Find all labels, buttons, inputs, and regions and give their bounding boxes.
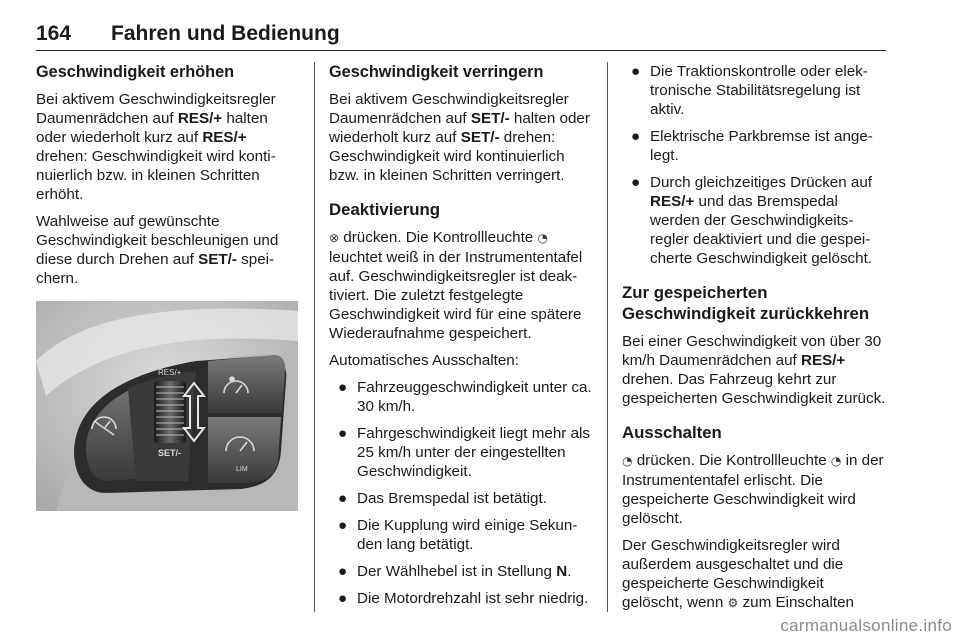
lim-label: LIM bbox=[236, 466, 248, 473]
column-divider bbox=[607, 62, 608, 612]
list-item: ● Der Wählhebel ist in Stellung N. bbox=[338, 563, 572, 580]
paragraph: Bei einer Geschwindigkeit von über 30 km/h Daumenrädchen auf RES/+ drehen. Das Fahrzeug kehrt zur gespeicherten Geschwindigkeit zurück. bbox=[622, 333, 886, 407]
paragraph: ⊗ drücken. Die Kontrollleuchte ◔ leuchtet weiß in der Instrumententafel auf. Geschwindigkeitsregler ist deaktiviert. Die zuletzt festgelegte Geschwindigkeit wird für eine spätere Wiederaufnahme gespeichert. bbox=[329, 229, 583, 342]
section-heading: Geschwindigkeit erhöhen bbox=[36, 63, 235, 81]
column-2 bbox=[329, 62, 594, 616]
bullet-list bbox=[329, 378, 594, 608]
chapter-title: Fahren und Bedienung bbox=[111, 22, 340, 45]
paragraph: Der Geschwindigkeitsregler wird außerdem ausgeschaltet und die gespeicherte Geschwindigkeit gelöscht, wenn ⚙ zum Einschalten bbox=[622, 537, 854, 611]
cancel-cruise-icon: ⊗ bbox=[329, 231, 340, 245]
paragraph: Automatisches Ausschalten: bbox=[329, 352, 519, 369]
list-item: ● Fahrgeschwindigkeit liegt mehr als 25 km/h unter der eingestellten Geschwindigkeit. bbox=[338, 425, 590, 480]
cruise-indicator-icon: ◔ bbox=[830, 454, 842, 468]
cruise-indicator-icon: ◔ bbox=[622, 454, 633, 468]
page-header bbox=[36, 22, 886, 50]
section-heading: Zur gespeicherten Geschwindigkeit zurückkehren bbox=[622, 283, 870, 323]
column-divider bbox=[314, 62, 315, 612]
list-item: ● Fahrzeuggeschwindigkeit unter ca. 30 km/h. bbox=[338, 379, 592, 415]
section-heading: Geschwindigkeit verringern bbox=[329, 63, 544, 81]
column-3 bbox=[622, 62, 887, 621]
column-1 bbox=[36, 62, 301, 511]
list-item: ● Elektrische Parkbremse ist angelegt. bbox=[631, 128, 873, 164]
section-heading: Ausschalten bbox=[622, 423, 722, 442]
list-item: ● Durch gleichzeitiges Drücken auf RES/+ und das Bremspedal werden der Geschwindigkeitsregler deaktiviert und die gespeicherte Geschwindigkeit gelöscht. bbox=[631, 174, 873, 267]
paragraph: Wahlweise auf gewünschte Geschwindigkeit beschleunigen und diese durch Drehen auf SET/- speichern. bbox=[36, 213, 279, 287]
bullet-list bbox=[622, 62, 887, 268]
paragraph: Bei aktivem Geschwindigkeitsregler Daumenrädchen auf RES/+ halten oder wiederholt kurz auf RES/+ drehen: Geschwindigkeit wird kontinuierlich bzw. in kleinen Schritten erhöht. bbox=[36, 91, 276, 203]
list-item: ● Die Kupplung wird einige Sekunden lang betätigt. bbox=[338, 517, 578, 553]
set-minus-label: SET/- bbox=[158, 448, 182, 458]
cruise-indicator-icon: ◔ bbox=[537, 231, 548, 245]
ignition-icon: ⚙ bbox=[727, 596, 739, 610]
list-item: ● Das Bremspedal ist betätigt. bbox=[338, 490, 547, 507]
page-number: 164 bbox=[36, 22, 72, 45]
steering-wheel-controls-photo bbox=[36, 301, 298, 511]
list-item: ● Die Traktionskontrolle oder elektronische Stabilitätsregelung ist aktiv. bbox=[631, 63, 868, 118]
list-item: ● Die Motordrehzahl ist sehr niedrig. bbox=[338, 590, 589, 607]
res-plus-label: RES/+ bbox=[158, 368, 182, 377]
header-divider bbox=[36, 50, 886, 51]
paragraph: ◔ drücken. Die Kontrollleuchte ◔ in der Instrumententafel erlischt. Die gespeicherte Geschwindigkeit wird gelöscht. bbox=[622, 452, 884, 527]
paragraph: Bei aktivem Geschwindigkeitsregler Daumenrädchen auf SET/- halten oder wiederholt kurz auf SET/- drehen: Geschwindigkeit wird kontinuierlich bzw. in kleinen Schritten verringert. bbox=[329, 91, 590, 184]
watermark: carmanualsonline.info bbox=[780, 616, 952, 635]
section-heading: Deaktivierung bbox=[329, 200, 440, 219]
